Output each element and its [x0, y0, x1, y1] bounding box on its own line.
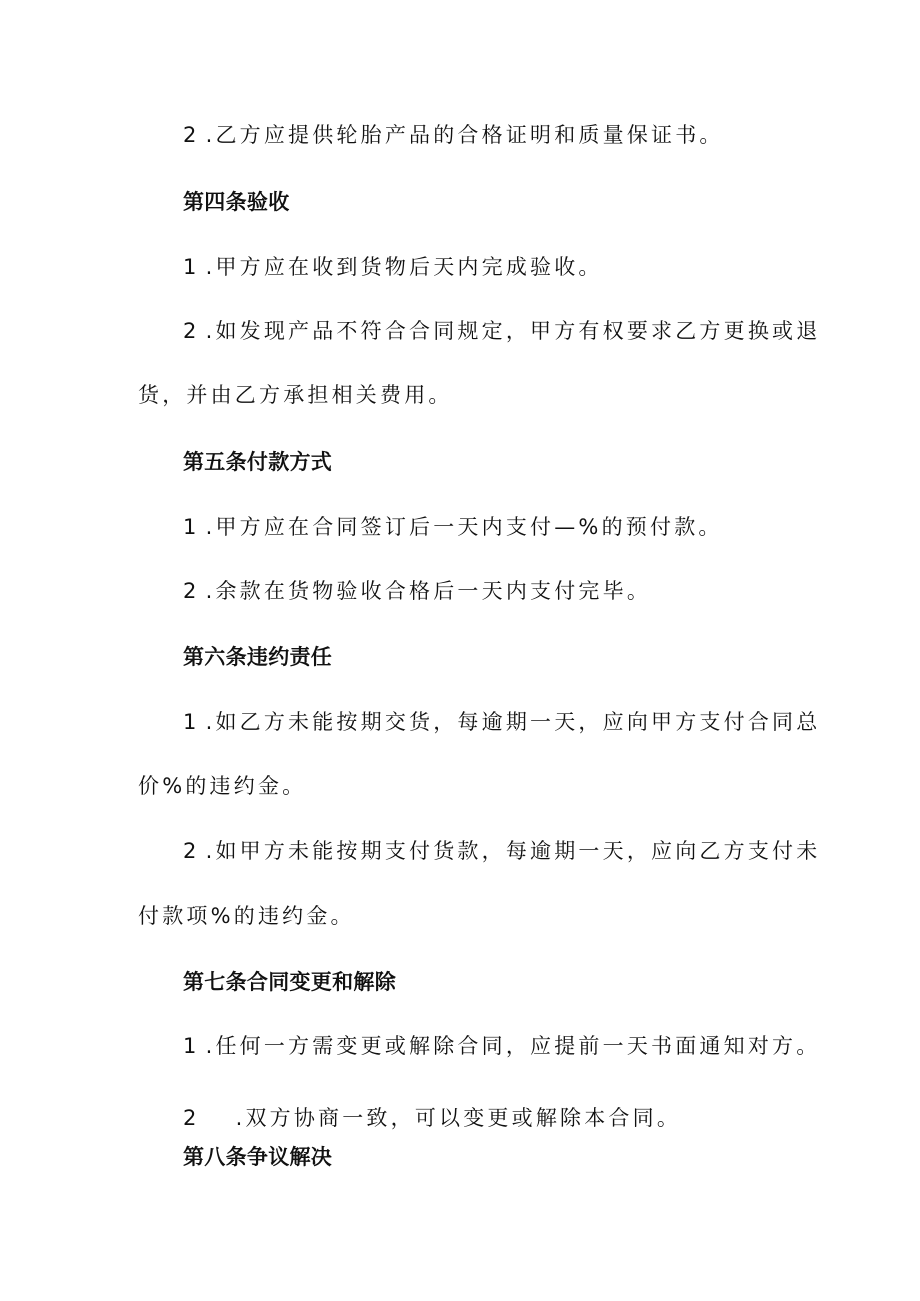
item-number: 1 — [183, 1034, 200, 1058]
clause-4-item-1 — [183, 253, 603, 281]
section-heading-article-4: 第四条验收 — [183, 190, 290, 214]
section-heading-article-7: 第七条合同变更和解除 — [183, 970, 396, 994]
clause-7-item-2 — [183, 1104, 681, 1132]
clause-6-item-2 — [183, 837, 820, 865]
section-heading-article-6: 第六条违约责任 — [183, 645, 333, 669]
clause-3-item-2 — [183, 121, 724, 149]
clause-5-item-2 — [183, 577, 651, 605]
clause-4-item-2-continuation: 货，并由乙方承担相关费用。 — [138, 383, 453, 407]
item-number: 1 — [183, 710, 200, 734]
item-number: 1 — [183, 515, 200, 539]
item-number: 2 — [183, 579, 200, 603]
clause-7-item-1 — [183, 1032, 820, 1060]
item-text: .如乙方未能按期交货，每逾期一天，应向甲方支付合同总 — [205, 710, 821, 734]
clause-4-item-2 — [183, 317, 820, 345]
item-text: .如甲方未能按期支付货款，每逾期一天，应向乙方支付未 — [205, 839, 821, 863]
item-text: .如发现产品不符合合同规定，甲方有权要求乙方更换或退 — [205, 319, 821, 343]
section-heading-article-5: 第五条付款方式 — [183, 450, 333, 474]
item-number: 2 — [183, 319, 200, 343]
item-text: .任何一方需变更或解除合同，应提前一天书面通知对方。 — [205, 1034, 821, 1058]
item-number: 2 — [183, 839, 200, 863]
section-heading-article-8: 第八条争议解决 — [183, 1145, 333, 1169]
clause-5-item-1 — [183, 513, 723, 541]
clause-6-item-1 — [183, 708, 820, 736]
item-text: .双方协商一致，可以变更或解除本合同。 — [235, 1106, 682, 1130]
item-number: 2 — [183, 1106, 200, 1130]
item-text: .甲方应在合同签订后一天内支付—%的预付款。 — [205, 515, 723, 539]
clause-6-item-2-continuation: 付款项%的违约金。 — [138, 904, 355, 928]
item-number: 2 — [183, 123, 200, 147]
item-text: .余款在货物验收合格后一天内支付完毕。 — [205, 579, 652, 603]
clause-6-item-1-continuation: 价%的违约金。 — [138, 774, 307, 798]
item-text: .甲方应在收到货物后天内完成验收。 — [205, 255, 603, 279]
item-text: .乙方应提供轮胎产品的合格证明和质量保证书。 — [205, 123, 724, 147]
item-number: 1 — [183, 255, 200, 279]
